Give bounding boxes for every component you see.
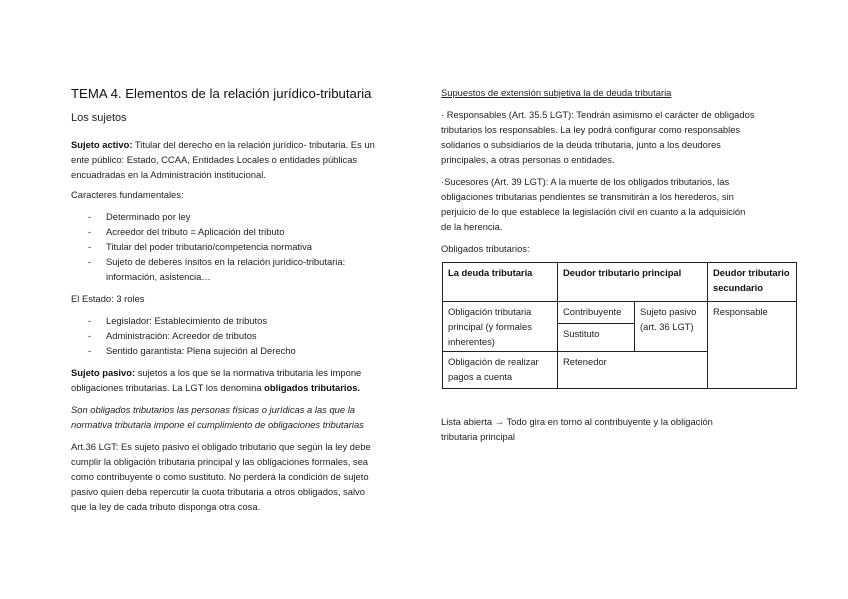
responsables-paragraph (441, 107, 755, 167)
list-item: - Legislador: Establecimiento de tributos (71, 313, 296, 328)
page-title: TEMA 4. Elementos de la relación jurídico-tributaria (71, 86, 372, 101)
supuestos-heading: Supuestos de extensión subjetiva la de deuda tributaria (441, 87, 672, 98)
text-line: solidarios o subsidiarios de la deuda tributaria, junto a los deudores (441, 139, 721, 150)
header-text: Deudor tributario principal (563, 267, 682, 278)
text-line: · Responsables (Art. 35.5 LGT): Tendrán asimismo el carácter de obligados (441, 109, 755, 120)
caracteres-heading: Caracteres fundamentales: (71, 189, 184, 200)
table-cell: Sujeto pasivo (art. 36 LGT) (635, 302, 708, 352)
text-line: principales, a otras personas o entidades. (441, 154, 615, 165)
table-header-cell (558, 263, 708, 302)
table-cell: Obligación de realizar pagos a cuenta (443, 352, 558, 389)
sujeto-pasivo-label: Sujeto pasivo: (71, 367, 136, 378)
table-cell: Contribuyente (558, 302, 635, 324)
estado-heading: El Estado: 3 roles (71, 293, 145, 304)
text-line: información, asistencia… (106, 271, 211, 282)
text-line: ente público: Estado, CCAA, Entidades Locales o entidades públicas (71, 154, 358, 165)
header-text: La deuda tributaria (448, 267, 533, 278)
sujeto-pasivo-paragraph (71, 365, 361, 395)
art36-paragraph (71, 439, 371, 514)
table-cell: Obligación tributaria principal (y formales inherentes) (443, 302, 558, 352)
text-line: pasivo quien deba repercutir la cuota tributaria a otros obligados, salvo (71, 486, 365, 497)
list-item: - Determinado por ley (71, 209, 345, 224)
list-item: - Administración: Acreedor de tributos (71, 328, 296, 343)
italic-definition (71, 402, 364, 432)
text-line: Art.36 LGT: Es sujeto pasivo el obligado tributario que según la ley debe (71, 441, 371, 452)
text-line: perjuicio de lo que establece la legislación civil en cuanto a la adquisición (441, 206, 746, 217)
table-header-cell (443, 263, 558, 302)
table-cell: Responsable (708, 302, 797, 389)
lista-abierta-paragraph (441, 414, 713, 444)
table-cell: Sustituto (558, 324, 635, 352)
table-row (443, 302, 797, 324)
text-line: como contribuyente o como sustituto. No perderá la condición de sujeto (71, 471, 369, 482)
text-line: sujetos a los que se la normativa tributaria les impone (137, 367, 362, 378)
section-subtitle: Los sujetos (71, 112, 127, 124)
text-line: que la ley de cada tributo disponga otra cosa. (71, 501, 261, 512)
text-line: encuadradas en la Administración institucional. (71, 169, 266, 180)
list-item: - Acreedor del tributo = Aplicación del tributo (71, 224, 345, 239)
text-line: obligaciones tributarias pendientes se transmitirán a los herederos, sin (441, 191, 734, 202)
header-text: Deudor tributario secundario (713, 267, 790, 293)
text-line: cumplir la obligación tributaria principal y las obligaciones formales, sea (71, 456, 369, 467)
text-line: tributarios los responsables. La ley podrá configurar como responsables (441, 124, 741, 135)
estado-list (71, 313, 296, 358)
text-line: tributaria principal (441, 431, 515, 442)
obligados-table (442, 262, 797, 389)
caracteres-list (71, 209, 345, 284)
text-line: Son obligados tributarios las personas físicas o jurídicas a las que la (71, 404, 356, 415)
table-cell: Retenedor (558, 352, 708, 389)
list-item-continuation (71, 269, 345, 284)
text-line: obligaciones tributarias. La LGT los denomina (71, 382, 265, 393)
sujeto-activo-paragraph (71, 137, 375, 182)
sucesores-paragraph (441, 174, 745, 234)
sujeto-activo-label: Sujeto activo: (71, 139, 133, 150)
text-line: Lista abierta → Todo gira en torno al contribuyente y la obligación (441, 416, 713, 427)
list-item: - Sentido garantista: Plena sujeción al Derecho (71, 343, 296, 358)
text-line: normativa tributaria impone el cumplimiento de obligaciones tributarias (71, 419, 364, 430)
table-header-row (443, 263, 797, 302)
list-item: - Titular del poder tributario/competencia normativa (71, 239, 345, 254)
text-line: ·Sucesores (Art. 39 LGT): A la muerte de los obligados tributarios, las (441, 176, 730, 187)
text-line: Titular del derecho en la relación jurídico- tributaria. Es un (134, 139, 375, 150)
obligados-bold: obligados tributarios. (264, 382, 361, 393)
obligados-label: Obligados tributarios: (441, 243, 530, 254)
list-item: - Sujeto de deberes ínsitos en la relación jurídico-tributaria: (71, 254, 345, 269)
table-header-cell (708, 263, 797, 302)
text-line: de la herencia. (441, 221, 503, 232)
